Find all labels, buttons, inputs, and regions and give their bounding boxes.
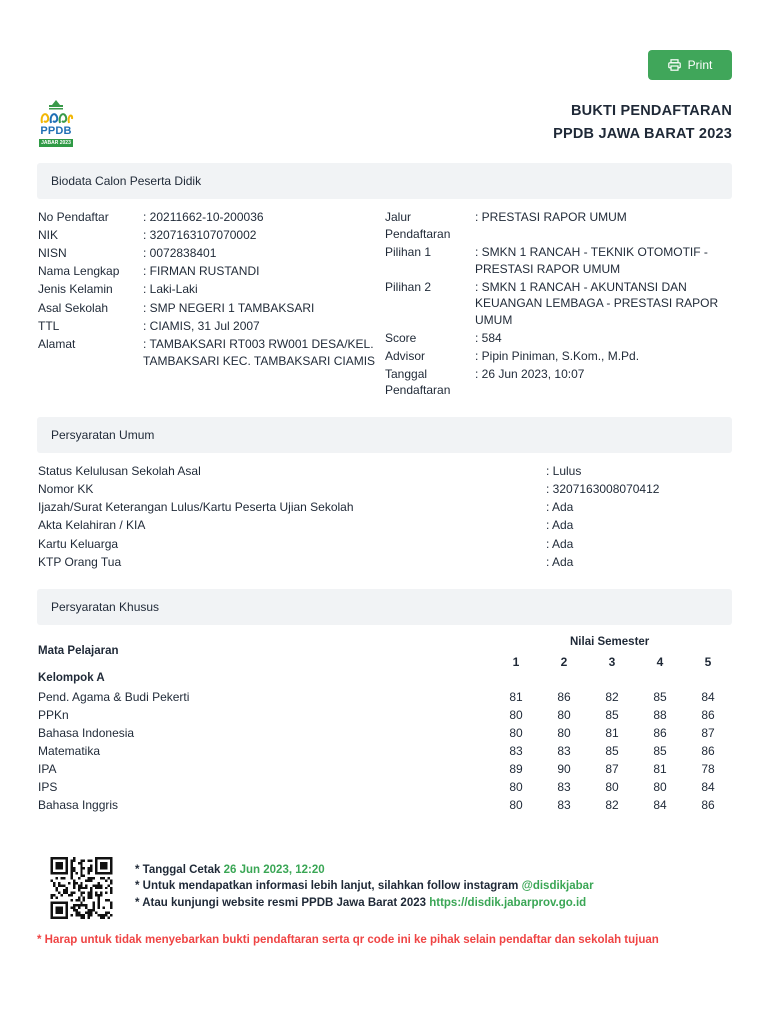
document-title xyxy=(553,100,732,146)
score-cell: 80 xyxy=(509,708,523,722)
biodata-label: Pilihan 2 xyxy=(385,280,432,294)
umum-value: : Ada xyxy=(546,500,574,514)
subject-name: IPA xyxy=(38,762,57,776)
score-cell: 85 xyxy=(605,708,619,722)
website-note xyxy=(135,895,586,912)
score-cell: 80 xyxy=(557,726,571,740)
section-biodata-header: Biodata Calon Peserta Didik xyxy=(37,163,732,199)
semester-header: 5 xyxy=(704,655,712,669)
biodata-value: : 584 xyxy=(475,331,502,345)
score-cell: 85 xyxy=(605,744,619,758)
score-cell: 86 xyxy=(701,708,715,722)
biodata-value-cont: PRESTASI RAPOR UMUM xyxy=(475,262,621,276)
biodata-value: : Laki-Laki xyxy=(143,282,198,296)
biodata-label: NISN xyxy=(38,246,67,260)
score-cell: 86 xyxy=(653,726,667,740)
biodata-value: : 20211662-10-200036 xyxy=(143,210,264,224)
score-cell: 84 xyxy=(701,690,715,704)
biodata-value: : SMKN 1 RANCAH - AKUNTANSI DAN xyxy=(475,280,687,294)
biodata-label: Jenis Kelamin xyxy=(38,282,113,296)
subject-name: IPS xyxy=(38,780,58,794)
biodata-value-cont: TAMBAKSARI KEC. TAMBAKSARI CIAMIS xyxy=(143,354,376,368)
score-cell: 81 xyxy=(605,726,619,740)
umum-label: Nomor KK xyxy=(38,482,94,496)
biodata-label: Nama Lengkap xyxy=(38,264,120,278)
print-date-label: * Tanggal Cetak xyxy=(135,864,224,876)
instagram-note xyxy=(135,878,594,895)
subject-name: Matematika xyxy=(38,744,101,758)
biodata-label: Pilihan 1 xyxy=(385,245,432,259)
biodata-value-cont: KEUANGAN LEMBAGA - PRESTASI RAPOR xyxy=(475,296,719,310)
score-cell: 88 xyxy=(653,708,667,722)
instagram-note-label: * Untuk mendapatkan informasi lebih lanjut, silahkan follow instagram xyxy=(135,880,522,892)
score-cell: 80 xyxy=(509,780,523,794)
score-cell: 83 xyxy=(557,744,571,758)
score-cell: 86 xyxy=(701,744,715,758)
biodata-label: Jalur xyxy=(385,210,412,224)
biodata-label: Advisor xyxy=(385,349,426,363)
biodata-label: Asal Sekolah xyxy=(38,301,109,315)
biodata-value: : PRESTASI RAPOR UMUM xyxy=(475,210,627,224)
biodata-value: : Pipin Piniman, S.Kom., M.Pd. xyxy=(475,349,640,363)
score-cell: 84 xyxy=(701,780,715,794)
instagram-link[interactable]: @disdikjabar xyxy=(521,880,594,892)
score-cell: 86 xyxy=(557,690,571,704)
col-header-subject: Mata Pelajaran xyxy=(38,645,119,657)
logo-text: PPDB xyxy=(40,125,72,137)
biodata-label: Tanggal xyxy=(385,367,428,381)
print-button-label: Print xyxy=(687,58,713,72)
score-cell: 82 xyxy=(605,690,619,704)
qr-code-icon xyxy=(49,857,114,919)
biodata-label: Score xyxy=(385,331,417,345)
col-header-semester: Nilai Semester xyxy=(570,636,650,648)
print-date-value: 26 Jun 2023, 12:20 xyxy=(223,864,325,876)
ppdb-logo xyxy=(36,97,76,149)
subject-name: PPKn xyxy=(38,708,69,722)
score-cell: 83 xyxy=(509,744,523,758)
biodata-label: NIK xyxy=(38,228,59,242)
score-cell: 87 xyxy=(605,762,619,776)
logo-emblem-icon xyxy=(36,97,76,127)
score-cell: 82 xyxy=(605,798,619,812)
umum-label: KTP Orang Tua xyxy=(38,555,122,569)
biodata-label-cont: Pendaftaran xyxy=(385,383,451,397)
biodata-label: No Pendaftar xyxy=(38,210,109,224)
print-date-note xyxy=(135,862,325,879)
score-cell: 80 xyxy=(509,726,523,740)
umum-value: : Ada xyxy=(546,518,574,532)
biodata-value: : FIRMAN RUSTANDI xyxy=(143,264,260,278)
semester-header: 2 xyxy=(560,655,568,669)
subject-name: Bahasa Indonesia xyxy=(38,726,135,740)
group-label: Kelompok A xyxy=(38,672,105,684)
biodata-value: : 0072838401 xyxy=(143,246,217,260)
biodata-value: : 26 Jun 2023, 10:07 xyxy=(475,367,585,381)
umum-label: Status Kelulusan Sekolah Asal xyxy=(38,464,201,478)
semester-header: 1 xyxy=(512,655,520,669)
umum-value: : 3207163008070412 xyxy=(546,482,660,496)
warning-note: * Harap untuk tidak menyebarkan bukti pendaftaran serta qr code ini ke pihak selain pendaftar dan sekolah tujuan xyxy=(37,934,659,946)
biodata-label: Alamat xyxy=(38,337,76,351)
biodata-value: : 3207163107070002 xyxy=(143,228,257,242)
website-link[interactable]: https://disdik.jabarprov.go.id xyxy=(429,897,587,909)
printer-icon xyxy=(668,59,681,71)
biodata-value: : CIAMIS, 31 Jul 2007 xyxy=(143,319,260,333)
biodata-value: : TAMBAKSARI RT003 RW001 DESA/KEL. xyxy=(143,337,374,351)
umum-label: Ijazah/Surat Keterangan Lulus/Kartu Peserta Ujian Sekolah xyxy=(38,500,354,514)
score-cell: 80 xyxy=(509,798,523,812)
logo-tag: JABAR 2023 xyxy=(39,139,73,147)
score-cell: 81 xyxy=(653,762,667,776)
score-cell: 90 xyxy=(557,762,571,776)
biodata-label: TTL xyxy=(38,319,60,333)
umum-value: : Ada xyxy=(546,537,574,551)
score-cell: 78 xyxy=(701,762,715,776)
semester-header: 3 xyxy=(608,655,616,669)
score-cell: 80 xyxy=(605,780,619,794)
score-cell: 85 xyxy=(653,690,667,704)
subject-name: Bahasa Inggris xyxy=(38,798,119,812)
section-umum-header: Persyaratan Umum xyxy=(37,417,732,453)
biodata-value: : SMP NEGERI 1 TAMBAKSARI xyxy=(143,301,315,315)
biodata-label-cont: Pendaftaran xyxy=(385,227,451,241)
umum-label: Akta Kelahiran / KIA xyxy=(38,518,146,532)
score-cell: 83 xyxy=(557,780,571,794)
score-cell: 86 xyxy=(701,798,715,812)
semester-header: 4 xyxy=(656,655,664,669)
website-note-label: * Atau kunjungi website resmi PPDB Jawa Barat 2023 xyxy=(135,897,430,909)
score-cell: 84 xyxy=(653,798,667,812)
score-cell: 89 xyxy=(509,762,523,776)
print-button[interactable] xyxy=(648,50,732,80)
subject-name: Pend. Agama & Budi Pekerti xyxy=(38,690,190,704)
score-cell: 83 xyxy=(557,798,571,812)
biodata-value: : SMKN 1 RANCAH - TEKNIK OTOMOTIF - xyxy=(475,245,708,259)
document-title-line2: PPDB JAWA BARAT 2023 xyxy=(553,126,732,142)
score-cell: 87 xyxy=(701,726,715,740)
score-cell: 81 xyxy=(509,690,523,704)
umum-label: Kartu Keluarga xyxy=(38,537,119,551)
score-cell: 80 xyxy=(653,780,667,794)
section-khusus-header: Persyaratan Khusus xyxy=(37,589,732,625)
score-cell: 85 xyxy=(653,744,667,758)
umum-value: : Lulus xyxy=(546,464,582,478)
score-cell: 80 xyxy=(557,708,571,722)
umum-value: : Ada xyxy=(546,555,574,569)
document-title-line1: BUKTI PENDAFTARAN xyxy=(570,103,732,119)
biodata-value-cont: UMUM xyxy=(475,313,513,327)
